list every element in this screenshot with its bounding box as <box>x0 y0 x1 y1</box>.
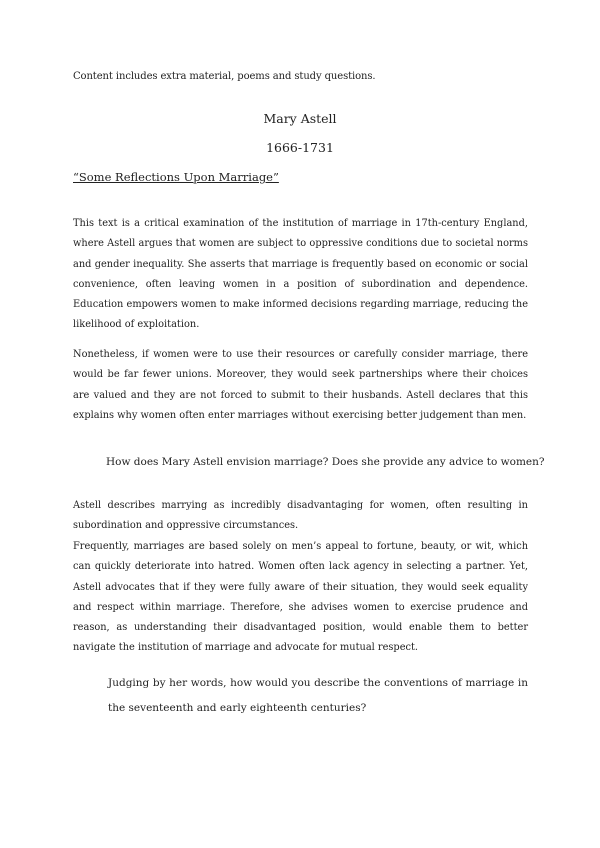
paragraph-intro: This text is a critical examination of the institution of marriage in 17th-century England, where Astell argues that women are subject to oppressive conditions due to societal norms and gender inequality. She asserts that marriage is frequently based on economic or social convenience, often leaving women in a position of subordination and dependence. Education empowers women to make informed decisions regarding marriage, reducing the likelihood of exploitation. <box>73 218 528 331</box>
study-question-2: Judging by her words, how would you describe the conventions of marriage in the seventeenth and early eighteenth centuries? <box>108 677 528 714</box>
paragraph-answer-2: Frequently, marriages are based solely on men’s appeal to fortune, beauty, or wit, which can quickly deteriorate into hatred. Women often lack agency in selecting a partner. Yet, Astell advocates that if they were fully aware of their situation, they would seek equality and respect within marriage. Therefore, she advises women to exercise prudence and reason, as understanding their disadvantaged position, would enable them to better navigate the institution of marriage and advocate for mutual respect. <box>73 541 528 654</box>
author-years: 1666-1731 <box>266 140 334 155</box>
work-title: “Some Reflections Upon Marriage” <box>73 170 279 184</box>
paragraph-answer-1: Astell describes marrying as incredibly disadvantaging for women, often resulting in subordination and oppressive circumstances. <box>73 500 528 532</box>
study-question-1: How does Mary Astell envision marriage? Does she provide any advice to women? <box>106 456 545 468</box>
content-note: Content includes extra material, poems and study questions. <box>73 71 376 82</box>
author-name: Mary Astell <box>263 111 337 126</box>
paragraph-nonetheless: Nonetheless, if women were to use their resources or carefully consider marriage, there would be far fewer unions. Moreover, they would seek partnerships where their choices are valued and they are not forced to submit to their husbands. Astell declares that this explains why women often enter marriages without exercising better judgement than men. <box>73 349 528 421</box>
